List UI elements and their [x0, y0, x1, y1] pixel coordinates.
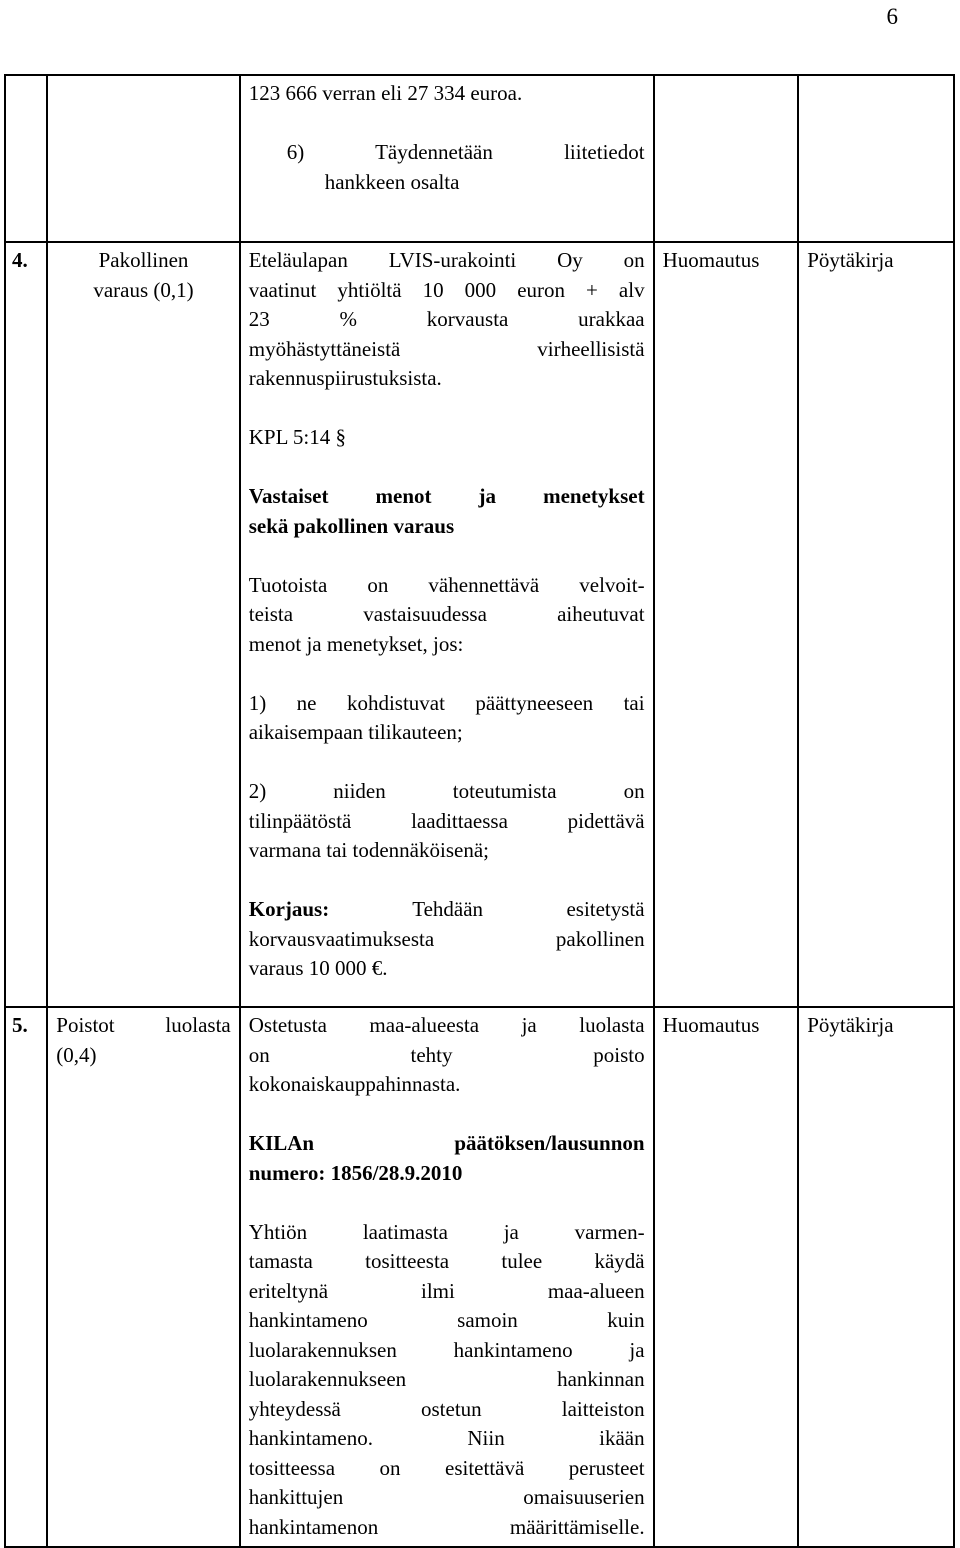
content-line: korvausvaatimuksesta pakollinen	[248, 926, 645, 951]
content-line: eriteltynä ilmi maa-alueen	[248, 1278, 645, 1303]
content-line: 123 666 verran eli 27 334 euroa.	[248, 81, 523, 105]
action-cell: Pöytäkirja	[798, 1007, 954, 1547]
page-number: 6	[886, 4, 898, 29]
content-line: tilinpäätöstä laadittaessa pidettävä	[248, 808, 645, 833]
content-line: luolarakennuksen hankintameno ja	[248, 1337, 645, 1362]
content-line: kokonaiskauppahinnasta.	[248, 1072, 461, 1096]
type-cell: Huomautus	[654, 1007, 799, 1547]
content-line: hankintameno samoin kuin	[248, 1308, 645, 1332]
topic-line: Pakollinen	[98, 248, 189, 272]
content-line: hankittujen omaisuuserien	[248, 1485, 645, 1509]
content-line: 1) ne kohdistuvat päättyneeseen tai	[248, 690, 645, 715]
content-cell	[240, 1007, 654, 1547]
content-line: Tuotoista on vähennettävä velvoit-	[248, 572, 645, 597]
content-line: aikaisempaan tilikauteen;	[248, 720, 463, 744]
content-line: varmana tai todennäköisenä;	[248, 838, 489, 862]
correction-line	[249, 895, 645, 925]
content-heading: KILAn päätöksen/lausunnon	[248, 1131, 645, 1155]
type-cell	[654, 75, 799, 242]
content-line: on tehty poisto	[248, 1042, 645, 1067]
row-number-cell: 4.	[5, 242, 47, 1007]
topic-cell	[47, 242, 239, 1007]
topic-line: Poistot luolasta	[56, 1013, 231, 1037]
content-line: varaus 10 000 €.	[248, 956, 388, 980]
content-line: 2) niiden toteutumista on	[248, 779, 645, 803]
content-line: Eteläulapan LVIS-urakointi Oy on	[248, 248, 645, 272]
content-line: tositteessa on esitettävä perusteet	[248, 1455, 645, 1480]
content-line: tamasta tositteesta tulee käydä	[248, 1249, 645, 1273]
topic-line: (0,4)	[56, 1042, 97, 1067]
content-line: hankkeen osalta	[324, 169, 460, 194]
type-cell: Huomautus	[654, 242, 799, 1007]
content-heading: numero: 1856/28.9.2010	[248, 1160, 463, 1185]
content-line: 23 % korvausta urakkaa	[248, 307, 645, 331]
correction-text: Tehdään esitetystä	[329, 897, 645, 921]
action-cell: Pöytäkirja	[798, 242, 954, 1007]
table-row	[5, 75, 954, 242]
table-row	[5, 1007, 954, 1547]
content-line: rakennuspiirustuksista.	[248, 366, 442, 390]
topic-cell	[47, 75, 239, 242]
content-cell	[240, 75, 654, 242]
topic-cell	[47, 1007, 239, 1547]
content-line: menot ja menetykset, jos:	[248, 631, 464, 656]
action-cell	[798, 75, 954, 242]
content-heading: sekä pakollinen varaus	[248, 513, 455, 538]
content-line: teista vastaisuudessa aiheutuvat	[248, 602, 645, 626]
row-number-cell: 5.	[5, 1007, 47, 1547]
content-heading: Vastaiset menot ja menetykset	[248, 484, 645, 508]
content-line: yhteydessä ostetun laitteiston	[248, 1396, 645, 1421]
findings-table	[4, 74, 955, 1548]
content-line: myöhästyttäneistä virheellisistä	[248, 336, 645, 361]
topic-line: varaus (0,1)	[93, 277, 194, 302]
section-reference: KPL 5:14 §	[248, 425, 346, 449]
content-line: Yhtiön laatimasta ja varmen-	[248, 1219, 645, 1244]
correction-label: Korjaus:	[248, 897, 330, 921]
content-cell	[240, 242, 654, 1007]
content-line: hankintameno. Niin ikään	[248, 1426, 645, 1450]
table-row	[5, 242, 954, 1007]
content-line: 6) Täydennetään liitetiedot	[286, 140, 645, 164]
row-number-cell	[5, 75, 47, 242]
content-line: luolarakennukseen hankinnan	[248, 1367, 645, 1391]
content-line: hankintamenon määrittämiselle.	[248, 1514, 645, 1539]
content-line: Ostetusta maa-alueesta ja luolasta	[248, 1013, 645, 1037]
content-line: vaatinut yhtiöltä 10 000 euron + alv	[248, 277, 645, 302]
